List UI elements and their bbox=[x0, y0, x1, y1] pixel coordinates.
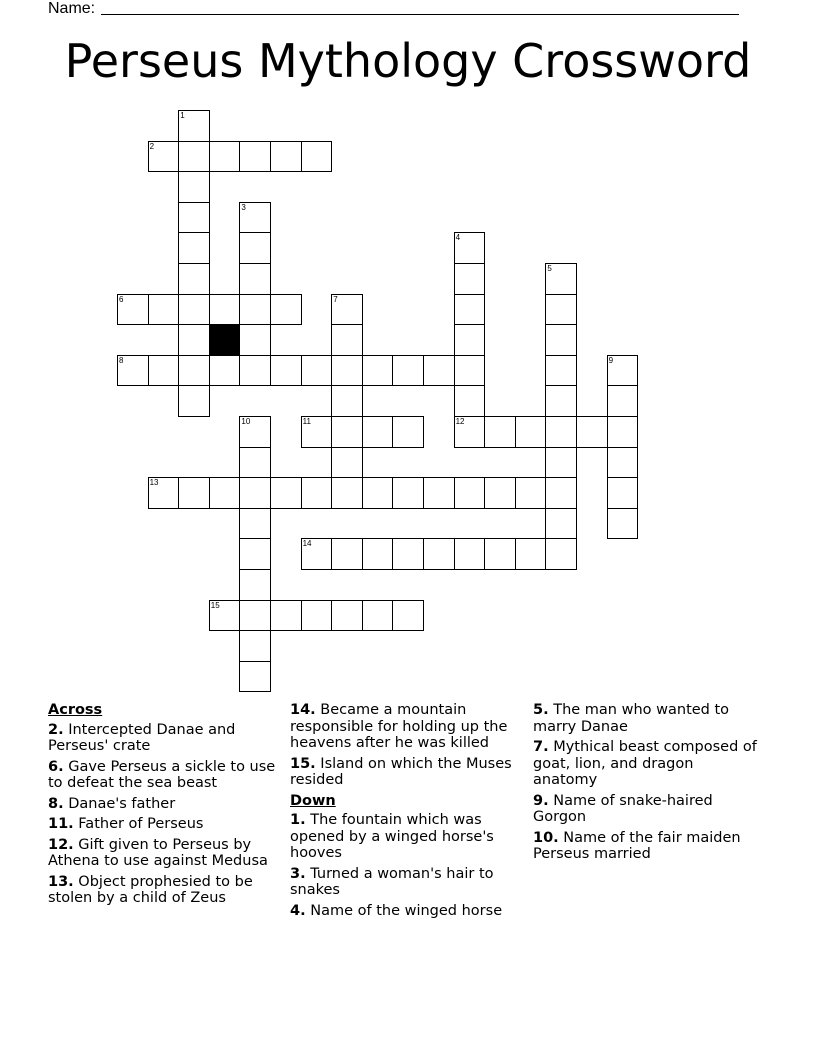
clue-number: 10 bbox=[241, 417, 251, 426]
down-clue-3: 3. Turned a woman's hair to snakes bbox=[290, 865, 494, 898]
clue-number: 4 bbox=[455, 233, 461, 243]
crossword-cell[interactable] bbox=[607, 385, 639, 417]
crossword-cell[interactable] bbox=[270, 294, 302, 326]
clue-number: 9 bbox=[608, 355, 614, 365]
crossword-cell[interactable] bbox=[178, 294, 210, 326]
crossword-cell[interactable] bbox=[454, 324, 486, 356]
crossword-cell[interactable] bbox=[331, 538, 363, 570]
crossword-cell[interactable] bbox=[454, 294, 486, 326]
down-heading: Down bbox=[290, 792, 336, 809]
clue-number: 13 bbox=[149, 478, 159, 488]
across-clue-8: 8. Danae's father bbox=[48, 795, 176, 812]
crossword-cell[interactable] bbox=[331, 294, 363, 326]
crossword-cell[interactable] bbox=[301, 538, 333, 570]
crossword-cell[interactable] bbox=[545, 294, 577, 326]
crossword-cell[interactable] bbox=[239, 416, 271, 448]
crossword-cell[interactable] bbox=[607, 416, 639, 448]
down-clue-7: 7. Mythical beast composed of goat, lion, and dragon anatomy bbox=[533, 739, 757, 788]
clue-number: 11 bbox=[302, 417, 311, 426]
crossword-cell[interactable] bbox=[392, 477, 424, 509]
crossword-cell[interactable] bbox=[331, 600, 363, 632]
crossword-cell[interactable] bbox=[515, 416, 547, 448]
crossword-cell[interactable] bbox=[301, 355, 333, 387]
crossword-cell[interactable] bbox=[239, 447, 271, 479]
name-label: Name: bbox=[48, 0, 96, 17]
crossword-cell[interactable] bbox=[454, 477, 486, 509]
crossword-cell[interactable] bbox=[239, 355, 271, 387]
clue-number: 1 bbox=[180, 111, 185, 120]
crossword-cell[interactable] bbox=[209, 600, 241, 632]
crossword-cell[interactable] bbox=[423, 477, 455, 509]
crossword-cell[interactable] bbox=[239, 630, 271, 662]
crossword-cell[interactable] bbox=[331, 416, 363, 448]
crossword-cell[interactable] bbox=[148, 294, 180, 326]
crossword-cell[interactable] bbox=[239, 263, 271, 295]
across-clue-15: 15. Island on which the Muses resided bbox=[290, 755, 512, 788]
crossword-cell[interactable] bbox=[331, 355, 363, 387]
crossword-cell[interactable] bbox=[239, 569, 271, 601]
crossword-cell[interactable] bbox=[148, 355, 180, 387]
crossword-cell[interactable] bbox=[454, 232, 486, 264]
crossword-cell[interactable] bbox=[239, 202, 271, 234]
crossword-cell[interactable] bbox=[545, 324, 577, 356]
across-clue-2: 2. Intercepted Danae and Perseus' crate bbox=[48, 721, 236, 754]
black-cell bbox=[209, 324, 241, 356]
crossword-cell[interactable] bbox=[545, 508, 577, 540]
crossword-cell[interactable] bbox=[331, 447, 363, 479]
crossword-cell[interactable] bbox=[607, 508, 639, 540]
down-clue-1: 1. The fountain which was opened by a winged horse's hooves bbox=[290, 812, 494, 861]
crossword-cell[interactable] bbox=[607, 447, 639, 479]
crossword-cell[interactable] bbox=[576, 416, 608, 448]
crossword-cell[interactable] bbox=[331, 385, 363, 417]
crossword-cell[interactable] bbox=[178, 171, 210, 203]
clue-number: 2 bbox=[149, 141, 155, 151]
crossword-cell[interactable] bbox=[545, 385, 577, 417]
across-clue-11: 11. Father of Perseus bbox=[48, 816, 204, 832]
crossword-cell[interactable] bbox=[239, 508, 271, 540]
crossword-cell[interactable] bbox=[239, 477, 271, 509]
crossword-cell[interactable] bbox=[392, 355, 424, 387]
crossword-cell[interactable] bbox=[239, 600, 271, 632]
crossword-cell[interactable] bbox=[178, 232, 210, 264]
crossword-cell[interactable] bbox=[454, 538, 486, 570]
crossword-cell[interactable] bbox=[270, 600, 302, 632]
crossword-cell[interactable] bbox=[178, 263, 210, 295]
across-clue-12: 12. Gift given to Perseus by Athena to use against Medusa bbox=[48, 836, 268, 869]
crossword-cell[interactable] bbox=[178, 385, 210, 417]
crossword-cell[interactable] bbox=[239, 661, 271, 693]
crossword-cell[interactable] bbox=[331, 477, 363, 509]
page-title: Perseus Mythology Crossword bbox=[64, 34, 752, 88]
crossword-cell[interactable] bbox=[607, 477, 639, 509]
crossword-cell[interactable] bbox=[515, 477, 547, 509]
crossword-cell[interactable] bbox=[239, 294, 271, 326]
crossword-cell[interactable] bbox=[301, 416, 333, 448]
across-heading: Across bbox=[48, 702, 103, 718]
down-clue-5: 5. The man who wanted to marry Danae bbox=[533, 702, 730, 735]
crossword-cell[interactable] bbox=[270, 477, 302, 509]
crossword-cell[interactable] bbox=[270, 141, 302, 173]
clues-column-1 bbox=[48, 702, 276, 911]
crossword-cell[interactable] bbox=[178, 324, 210, 356]
clue-number: 7 bbox=[333, 294, 338, 304]
crossword-cell[interactable] bbox=[545, 447, 577, 479]
across-clue-14: 14. Became a mountain responsible for holding up the heavens after he was killed bbox=[290, 702, 508, 751]
crossword-cell[interactable] bbox=[178, 355, 210, 387]
crossword-cell[interactable] bbox=[545, 538, 577, 570]
crossword-cell[interactable] bbox=[301, 600, 333, 632]
crossword-cell[interactable] bbox=[178, 202, 210, 234]
crossword-cell[interactable] bbox=[209, 141, 241, 173]
crossword-cell[interactable] bbox=[331, 324, 363, 356]
clues-column-2 bbox=[290, 702, 515, 923]
crossword-cell[interactable] bbox=[515, 538, 547, 570]
crossword-cell[interactable] bbox=[239, 538, 271, 570]
clue-number: 3 bbox=[241, 202, 246, 212]
crossword-cell[interactable] bbox=[209, 294, 241, 326]
crossword-cell[interactable] bbox=[362, 477, 394, 509]
clue-number: 8 bbox=[119, 355, 124, 365]
crossword-cell[interactable] bbox=[239, 232, 271, 264]
crossword-cell[interactable] bbox=[178, 141, 210, 173]
crossword-cell[interactable] bbox=[301, 477, 333, 509]
crossword-cell[interactable] bbox=[545, 263, 577, 295]
crossword-cell[interactable] bbox=[209, 477, 241, 509]
clues-column-3 bbox=[533, 702, 758, 867]
clue-number: 15 bbox=[210, 600, 220, 610]
crossword-cell[interactable] bbox=[545, 416, 577, 448]
crossword-cell[interactable] bbox=[454, 416, 486, 448]
down-clue-9: 9. Name of snake-haired Gorgon bbox=[533, 792, 713, 825]
crossword-cell[interactable] bbox=[362, 600, 394, 632]
crossword-cell[interactable] bbox=[454, 385, 486, 417]
across-clue-13: 13. Object prophesied to be stolen by a child of Zeus bbox=[48, 873, 253, 906]
crossword-cell[interactable] bbox=[423, 355, 455, 387]
down-clue-4: 4. Name of the winged horse bbox=[290, 902, 503, 919]
crossword-cell[interactable] bbox=[545, 477, 577, 509]
crossword-cell[interactable] bbox=[484, 538, 516, 570]
crossword-cell[interactable] bbox=[209, 355, 241, 387]
crossword-cell[interactable] bbox=[301, 141, 333, 173]
crossword-cell[interactable] bbox=[362, 416, 394, 448]
crossword-cell[interactable] bbox=[239, 141, 271, 173]
crossword-cell[interactable] bbox=[362, 538, 394, 570]
crossword-cell[interactable] bbox=[423, 538, 455, 570]
across-clue-6: 6. Gave Perseus a sickle to use to defeat the sea beast bbox=[48, 758, 276, 791]
crossword-cell[interactable] bbox=[270, 355, 302, 387]
crossword-cell[interactable] bbox=[392, 600, 424, 632]
crossword-cell[interactable] bbox=[362, 355, 394, 387]
crossword-cell[interactable] bbox=[117, 355, 149, 387]
crossword-cell[interactable] bbox=[484, 416, 516, 448]
crossword-cell[interactable] bbox=[454, 263, 486, 295]
clue-number: 6 bbox=[119, 294, 124, 304]
clue-number: 14 bbox=[302, 539, 312, 549]
crossword-cell[interactable] bbox=[484, 477, 516, 509]
clue-number: 12 bbox=[455, 417, 465, 426]
crossword-cell[interactable] bbox=[178, 477, 210, 509]
crossword-cell[interactable] bbox=[454, 355, 486, 387]
crossword-cell[interactable] bbox=[148, 141, 180, 173]
crossword-cell[interactable] bbox=[117, 294, 149, 326]
clue-number: 5 bbox=[547, 264, 552, 273]
crossword-cell[interactable] bbox=[545, 355, 577, 387]
crossword-cell[interactable] bbox=[392, 538, 424, 570]
down-clue-10: 10. Name of the fair maiden Perseus married bbox=[533, 829, 741, 862]
crossword-cell[interactable] bbox=[392, 416, 424, 448]
crossword-cell[interactable] bbox=[178, 110, 210, 142]
crossword-cell[interactable] bbox=[148, 477, 180, 509]
crossword-cell[interactable] bbox=[607, 355, 639, 387]
crossword-cell[interactable] bbox=[239, 324, 271, 356]
